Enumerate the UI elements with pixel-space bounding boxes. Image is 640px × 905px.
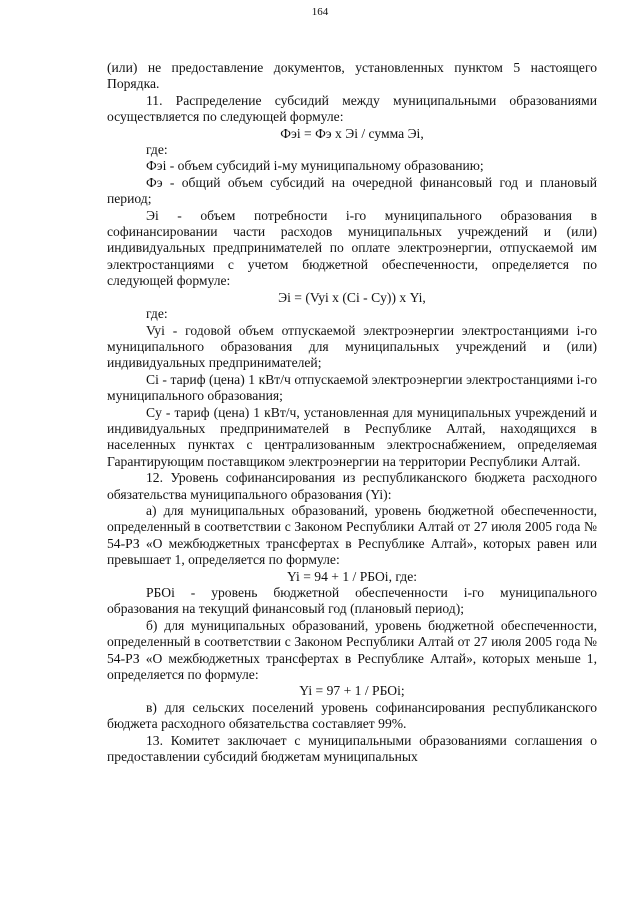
paragraph: где:: [146, 142, 168, 158]
paragraph: 12. Уровень софинансирования из республиканского бюджета расходного обязательства муниципального образования (Yi):: [107, 470, 597, 502]
document-body: [107, 60, 597, 765]
paragraph: б) для муниципальных образований, уровень бюджетной обеспеченности, определенный в соответствии с Законом Республики Алтай от 27 июля 2005 года № 54-РЗ «О межбюджетных трансфертах в Республике Алтай», которых меньше 1, определяется по формуле:: [107, 617, 597, 683]
formula: Фэi = Фэ х Эi / сумма Эi,: [280, 125, 424, 141]
paragraph: Cy - тариф (цена) 1 кВт/ч, установленная для муниципальных учреждений и индивидуальных предпринимателей в Республике Алтай, находящихся в населенных пунктах с централизованным электроснабжением, определяемая Гарантирующим поставщиком электроэнергии на территории Республики Алтай.: [107, 404, 597, 469]
paragraph: (или) не предоставление документов, установленных пунктом 5 настоящего Порядка.: [107, 60, 597, 92]
formula: Эi = (Vyi х (Ci - Cy)) х Yi,: [278, 289, 426, 305]
paragraph: Фэ - общий объем субсидий на очередной финансовый год и плановый период;: [107, 174, 597, 207]
paragraph: 13. Комитет заключает с муниципальными образованиями соглашения о предоставлении субсидий бюджетам муниципальных: [107, 732, 597, 765]
formula: Yi = 94 + 1 / РБОi, где:: [286, 568, 418, 584]
paragraph: Эi - объем потребности i-го муниципального образования в софинансировании части расходов муниципальных учреждений и (или) индивидуальных предпринимателей по оплате электроэнергии, отпускаемой им электростанциями с учетом бюджетной обеспеченности, определяется по следующей формуле:: [107, 207, 597, 289]
paragraph: а) для муниципальных образований, уровень бюджетной обеспеченности, определенный в соответствии с Законом Республики Алтай от 27 июля 2005 года № 54-РЗ «О межбюджетных трансфертах в Республике Алтай», которых равен или превышает 1, определяется по формуле:: [107, 502, 597, 568]
paragraph: РБОi - уровень бюджетной обеспеченности i-го муниципального образования на текущий финансовый год (плановый период);: [107, 585, 597, 617]
paragraph: Фэi - объем субсидий i-му муниципальному образованию;: [146, 158, 484, 174]
paragraph: в) для сельских поселений уровень софинансирования республиканского бюджета расходного обязательства составляет 99%.: [107, 699, 597, 732]
paragraph: где:: [146, 306, 168, 322]
formula: Yi = 97 + 1 / РБОi;: [299, 683, 405, 699]
paragraph: 11. Распределение субсидий между муниципальными образованиями осуществляется по следующей формуле:: [107, 92, 597, 125]
paragraph: Vyi - годовой объем отпускаемой электроэнергии электростанциями i-го муниципального образования для муниципальных учреждений и (или) индивидуальных предпринимателей;: [107, 322, 597, 371]
paragraph: Ci - тариф (цена) 1 кВт/ч отпускаемой электроэнергии электростанциями i-го муниципального образования;: [107, 371, 597, 404]
page-number: 164: [311, 6, 329, 18]
